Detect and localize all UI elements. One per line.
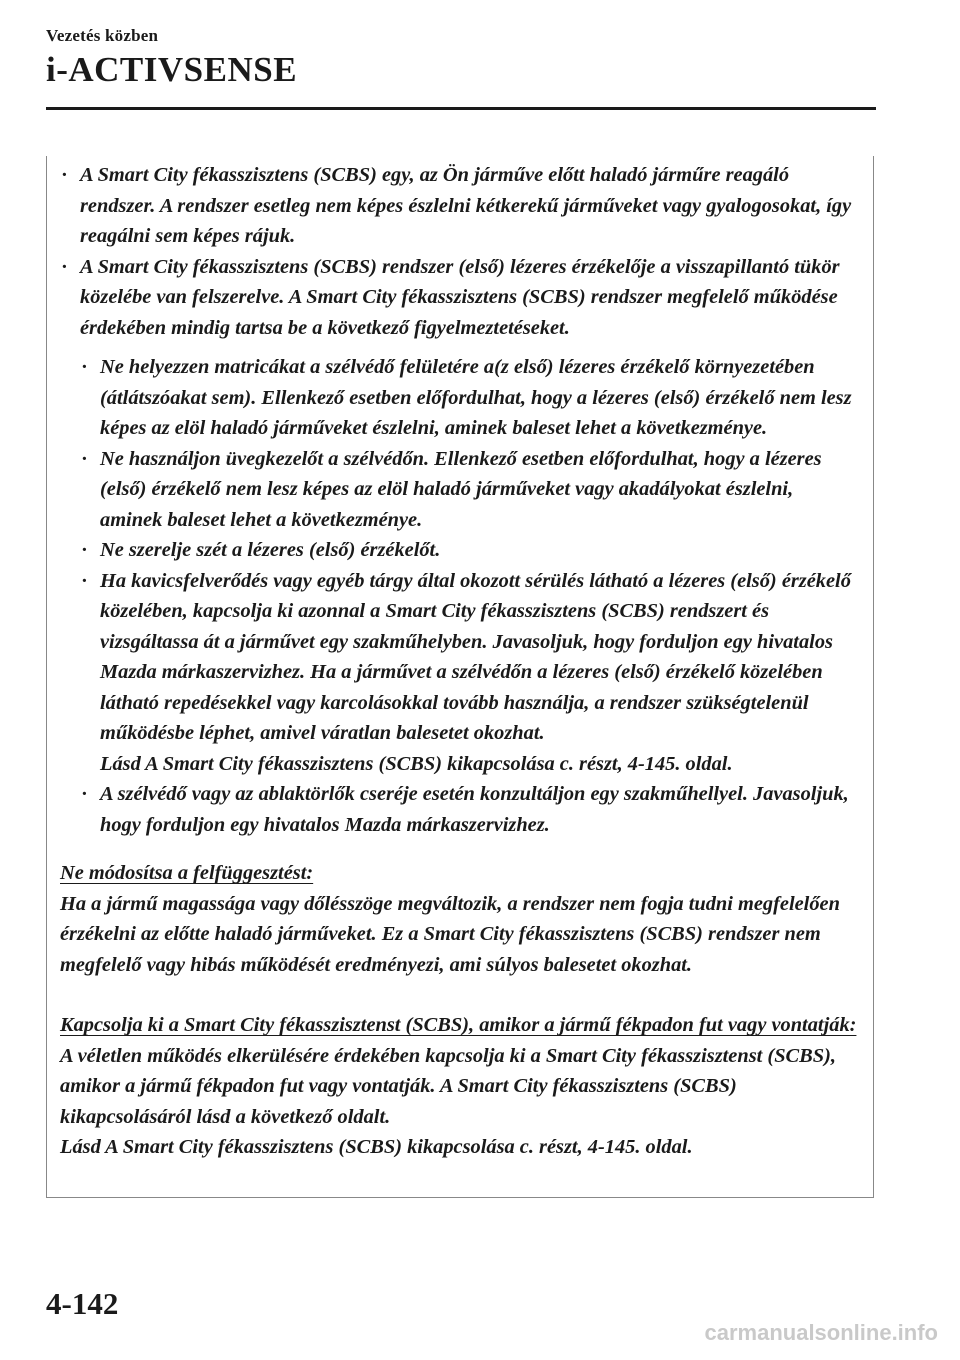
sub-bullet-text: Ne szerelje szét a lézeres (első) érzékelőt. bbox=[100, 539, 441, 561]
sub-bullet-text: A szélvédő vagy az ablaktörlők cseréje esetén konzultáljon egy szakműhellyel. Javasoljuk, hogy forduljon egy hivatalos Mazda márkaszervizhez. bbox=[100, 783, 849, 836]
sub-bullet-text: Ha kavicsfelverődés vagy egyéb tárgy által okozott sérülés látható a lézeres (első) érzékelő közelében, kapcsolja ki azonnal a Smart City fékasszisztens (SCBS) rendszert és vizsgáltassa át a járművet egy szakműhelyben. Javasoljuk, hogy forduljon egy hivatalos Mazda márkaszervizhez. Ha a járművet a szélvédőn a lézeres (első) érzékelő közelében látható repedésekkel vagy karcolásokkal tovább használja, a rendszer szükségtelenül működésbe léphet, amivel váratlan balesetet okozhat. bbox=[100, 569, 851, 744]
dynamometer-heading: Kapcsolja ki a Smart City fékasszisztenst (SCBS), amikor a jármű fékpadon fut vagy vontatják: bbox=[60, 1014, 857, 1036]
bullet-dot: · bbox=[81, 356, 88, 378]
suspension-body: Ha a jármű magassága vagy dőlésszöge megváltozik, a rendszer nem fogja tudni megfelelően érzékelni az előtte haladó járműveket. Ez a Smart City fékasszisztens (SCBS) rendszer nem megfelelő vagy hibás működését eredményezi, ami súlyos balesetet okozhat. bbox=[60, 892, 840, 976]
section-title: Vezetés közben bbox=[46, 26, 159, 45]
page-number: 4-142 bbox=[46, 1286, 119, 1321]
dynamometer-body: A véletlen működés elkerülésére érdekében kapcsolja ki a Smart City fékasszisztenst (SCBS), amikor a jármű fékpadon fut vagy vontatják. A Smart City fékasszisztens (SCBS) kikapcsolásáról lásd a következő oldalt. bbox=[60, 1044, 836, 1128]
sub-bullet-item bbox=[60, 352, 860, 444]
bullet-dot: · bbox=[81, 783, 88, 805]
sub-bullet-list bbox=[60, 352, 860, 840]
chapter-title: i-ACTIVSENSE bbox=[46, 50, 298, 89]
bullet-text: A Smart City fékasszisztens (SCBS) egy, az Ön járműve előtt haladó járműre reagáló rendszer. A rendszer esetleg nem képes észlelni kétkerekű járműveket vagy gyalogosokat, így reagálni sem képes rájuk. bbox=[80, 164, 852, 247]
sub-bullet-item bbox=[60, 535, 860, 566]
sub-bullet-text: Ne használjon üvegkezelőt a szélvédőn. Ellenkező esetben előfordulhat, hogy a lézeres (első) érzékelő nem lesz képes az elöl haladó járműveket vagy akadályokat észlelni, aminek baleset lehet a következménye. bbox=[100, 447, 822, 531]
sub-bullet-item bbox=[60, 779, 860, 840]
bullet-text: A Smart City fékasszisztens (SCBS) rendszer (első) lézeres érzékelője a visszapillantó tükör közelébe van felszerelve. A Smart City fékasszisztens (SCBS) rendszer megfelelő működése érdekében mindig tartsa be a következő figyelmeztetéseket. bbox=[80, 255, 840, 339]
sub-bullet-item bbox=[60, 566, 860, 780]
bullet-item bbox=[60, 160, 860, 252]
sub-bullet-text: Ne helyezzen matricákat a szélvédő felületére a(z első) lézeres érzékelő környezetében (átlátszóakat sem). Ellenkező esetben előfordulhat, hogy a lézeres (első) érzékelő nem lesz képes az elöl haladó járműveket észlelni, aminek baleset lehet a következménye. bbox=[100, 356, 852, 439]
bullet-item bbox=[60, 252, 860, 344]
header-rule bbox=[46, 107, 876, 110]
sub-bullet-item bbox=[60, 444, 860, 536]
bullet-dot: · bbox=[81, 539, 88, 561]
bullet-dot: · bbox=[81, 569, 88, 592]
warning-content bbox=[60, 160, 860, 1163]
watermark: carmanualsonline.info bbox=[704, 1320, 938, 1345]
bullet-dot: · bbox=[81, 447, 88, 470]
page-reference: Lásd A Smart City fékasszisztens (SCBS) kikapcsolása c. részt, 4-145. oldal. bbox=[100, 752, 733, 775]
bullet-dot: · bbox=[61, 255, 68, 278]
suspension-heading: Ne módosítsa a felfüggesztést: bbox=[60, 862, 314, 884]
page-reference: Lásd A Smart City fékasszisztens (SCBS) kikapcsolása c. részt, 4-145. oldal. bbox=[60, 1136, 693, 1158]
bullet-dot: · bbox=[61, 164, 68, 186]
page-header bbox=[46, 26, 297, 90]
